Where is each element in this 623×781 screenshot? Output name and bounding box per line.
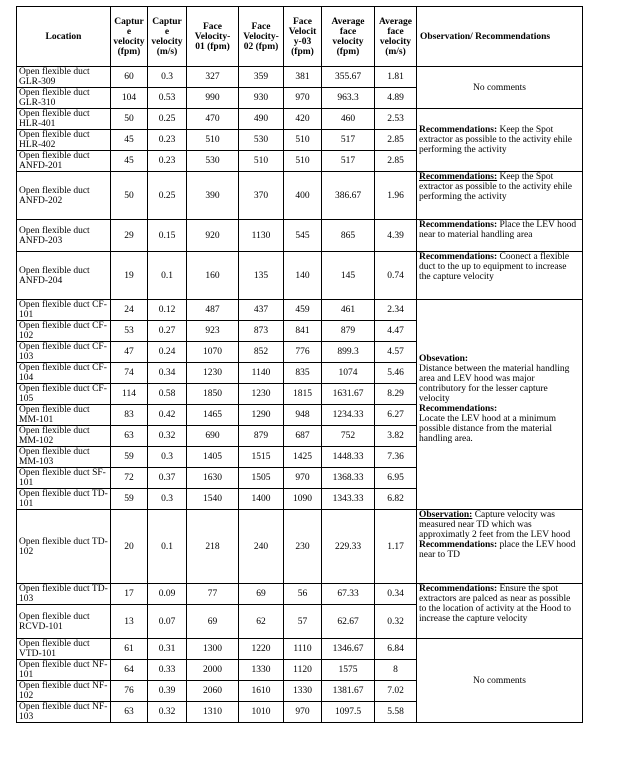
average-ms-cell: 0.34 (375, 584, 417, 605)
average-ms-cell: 0.32 (375, 605, 417, 639)
observation-no-comments: No comments (417, 639, 583, 723)
face-velocity-03-cell: 970 (284, 468, 322, 489)
face-velocity-03-cell: 381 (284, 67, 322, 88)
capture-ms-cell: 0.23 (148, 130, 187, 151)
capture-ms-cell: 0.42 (148, 405, 187, 426)
face-velocity-02-cell: 1130 (239, 220, 284, 252)
average-ms-cell: 2.53 (375, 109, 417, 130)
average-fpm-cell: 963.3 (322, 88, 375, 109)
capture-ms-cell: 0.25 (148, 109, 187, 130)
capture-ms-cell: 0.39 (148, 681, 187, 702)
capture-fpm-cell: 63 (111, 702, 148, 723)
header-average-fpm: Average face velocity (fpm) (322, 7, 375, 67)
face-velocity-01-cell: 390 (187, 172, 239, 220)
capture-fpm-cell: 53 (111, 321, 148, 342)
location-cell: Open flexible duct GLR-310 (17, 88, 111, 109)
face-velocity-02-cell: 1505 (239, 468, 284, 489)
location-cell: Open flexible duct CF-103 (17, 342, 111, 363)
average-ms-cell: 2.85 (375, 130, 417, 151)
average-fpm-cell: 1368.33 (322, 468, 375, 489)
face-velocity-02-cell: 135 (239, 252, 284, 300)
face-velocity-02-cell: 437 (239, 300, 284, 321)
location-cell: Open flexible duct ANFD-204 (17, 252, 111, 300)
observation-recommendation (417, 220, 583, 252)
face-velocity-01-cell: 923 (187, 321, 239, 342)
location-cell: Open flexible duct NF-103 (17, 702, 111, 723)
capture-ms-cell: 0.3 (148, 67, 187, 88)
table-row (17, 584, 583, 605)
average-fpm-cell: 1448.33 (322, 447, 375, 468)
location-cell: Open flexible duct ANFD-202 (17, 172, 111, 220)
location-cell: Open flexible duct SF-101 (17, 468, 111, 489)
recommendation-text: Coonect a flexible duct to the up to equipment to increase the capture velocity (419, 252, 570, 282)
average-fpm-cell: 1575 (322, 660, 375, 681)
table-row (17, 510, 583, 584)
location-cell: Open flexible duct ANFD-203 (17, 220, 111, 252)
average-ms-cell: 4.47 (375, 321, 417, 342)
capture-ms-cell: 0.3 (148, 447, 187, 468)
face-velocity-01-cell: 2060 (187, 681, 239, 702)
recommendation-text: Locate the LEV hood at a minimum possible distance from the material handling area. (419, 414, 557, 444)
average-ms-cell: 4.39 (375, 220, 417, 252)
recommendation-text: Ensure the spot extractors are palced as near as possible to the location of activity at the Hood to increase the capture velocity (419, 584, 571, 624)
table-row (17, 252, 583, 300)
location-cell: Open flexible duct TD-103 (17, 584, 111, 605)
face-velocity-02-cell: 490 (239, 109, 284, 130)
face-velocity-01-cell: 218 (187, 510, 239, 584)
capture-fpm-cell: 59 (111, 489, 148, 510)
face-velocity-02-cell: 510 (239, 151, 284, 172)
observation-label: Obsevation: (419, 354, 469, 364)
table-row (17, 300, 583, 321)
location-cell: Open flexible duct TD-101 (17, 489, 111, 510)
capture-fpm-cell: 83 (111, 405, 148, 426)
face-velocity-02-cell: 873 (239, 321, 284, 342)
average-fpm-cell: 1343.33 (322, 489, 375, 510)
face-velocity-03-cell: 420 (284, 109, 322, 130)
location-cell: Open flexible duct HLR-401 (17, 109, 111, 130)
capture-fpm-cell: 47 (111, 342, 148, 363)
capture-ms-cell: 0.32 (148, 702, 187, 723)
face-velocity-01-cell: 1300 (187, 639, 239, 660)
capture-ms-cell: 0.1 (148, 252, 187, 300)
recommendation-text: Keep the Spot extractor as possible to the activity ehile performing the activity (419, 125, 573, 155)
capture-fpm-cell: 29 (111, 220, 148, 252)
table-body (17, 67, 583, 723)
face-velocity-01-cell: 510 (187, 130, 239, 151)
face-velocity-02-cell: 1010 (239, 702, 284, 723)
face-velocity-03-cell: 1425 (284, 447, 322, 468)
recommendation-label: Recommendations: (419, 404, 498, 414)
face-velocity-03-cell: 841 (284, 321, 322, 342)
face-velocity-02-cell: 370 (239, 172, 284, 220)
capture-fpm-cell: 61 (111, 639, 148, 660)
capture-fpm-cell: 60 (111, 67, 148, 88)
capture-ms-cell: 0.31 (148, 639, 187, 660)
average-ms-cell: 3.82 (375, 426, 417, 447)
observation-no-comments: No comments (417, 67, 583, 109)
face-velocity-02-cell: 530 (239, 130, 284, 151)
face-velocity-02-cell: 1220 (239, 639, 284, 660)
face-velocity-03-cell: 510 (284, 151, 322, 172)
capture-fpm-cell: 24 (111, 300, 148, 321)
capture-ms-cell: 0.27 (148, 321, 187, 342)
location-cell: Open flexible duct NF-102 (17, 681, 111, 702)
recommendation-label: Recommendations: (419, 172, 498, 182)
face-velocity-03-cell: 776 (284, 342, 322, 363)
face-velocity-03-cell: 140 (284, 252, 322, 300)
face-velocity-03-cell: 835 (284, 363, 322, 384)
header-observation: Observation/ Recommendations (417, 7, 583, 67)
capture-ms-cell: 0.07 (148, 605, 187, 639)
face-velocity-02-cell: 240 (239, 510, 284, 584)
location-cell: Open flexible duct MM-102 (17, 426, 111, 447)
capture-fpm-cell: 13 (111, 605, 148, 639)
face-velocity-01-cell: 1405 (187, 447, 239, 468)
header-capture-fpm: Captur e velocity (fpm) (111, 7, 148, 67)
face-velocity-01-cell: 470 (187, 109, 239, 130)
table-row (17, 67, 583, 88)
face-velocity-01-cell: 1850 (187, 384, 239, 405)
capture-fpm-cell: 17 (111, 584, 148, 605)
face-velocity-01-cell: 1630 (187, 468, 239, 489)
capture-fpm-cell: 72 (111, 468, 148, 489)
average-ms-cell: 6.95 (375, 468, 417, 489)
face-velocity-02-cell: 852 (239, 342, 284, 363)
capture-fpm-cell: 45 (111, 130, 148, 151)
table-row (17, 109, 583, 130)
face-velocity-03-cell: 56 (284, 584, 322, 605)
face-velocity-03-cell: 687 (284, 426, 322, 447)
capture-fpm-cell: 76 (111, 681, 148, 702)
capture-ms-cell: 0.1 (148, 510, 187, 584)
observation-label: Observation: (419, 510, 473, 520)
capture-ms-cell: 0.15 (148, 220, 187, 252)
location-cell: Open flexible duct MM-101 (17, 405, 111, 426)
header-face-velocity-02: Face Velocity- 02 (fpm) (239, 7, 284, 67)
recommendation-label: Recommendations: (419, 125, 498, 135)
header-face-velocity-03: Face Velocit y-03 (fpm) (284, 7, 322, 67)
capture-fpm-cell: 114 (111, 384, 148, 405)
face-velocity-03-cell: 510 (284, 130, 322, 151)
header-capture-ms: Captur e velocity (m/s) (148, 7, 187, 67)
average-fpm-cell: 62.67 (322, 605, 375, 639)
face-velocity-01-cell: 487 (187, 300, 239, 321)
face-velocity-01-cell: 2000 (187, 660, 239, 681)
average-fpm-cell: 67.33 (322, 584, 375, 605)
face-velocity-03-cell: 459 (284, 300, 322, 321)
face-velocity-02-cell: 1610 (239, 681, 284, 702)
average-fpm-cell: 899.3 (322, 342, 375, 363)
average-ms-cell: 0.74 (375, 252, 417, 300)
face-velocity-02-cell: 1400 (239, 489, 284, 510)
observation-recommendation (417, 300, 583, 510)
face-velocity-03-cell: 1090 (284, 489, 322, 510)
face-velocity-03-cell: 1120 (284, 660, 322, 681)
capture-ms-cell: 0.58 (148, 384, 187, 405)
face-velocity-02-cell: 879 (239, 426, 284, 447)
average-ms-cell: 6.82 (375, 489, 417, 510)
table-row (17, 172, 583, 220)
capture-ms-cell: 0.09 (148, 584, 187, 605)
observation-recommendation (417, 510, 583, 584)
average-ms-cell: 8.29 (375, 384, 417, 405)
face-velocity-01-cell: 1465 (187, 405, 239, 426)
location-cell: Open flexible duct ANFD-201 (17, 151, 111, 172)
capture-ms-cell: 0.32 (148, 426, 187, 447)
capture-ms-cell: 0.34 (148, 363, 187, 384)
capture-ms-cell: 0.53 (148, 88, 187, 109)
average-ms-cell: 4.89 (375, 88, 417, 109)
recommendation-text: Place the LEV hood near to material handling area (419, 220, 577, 240)
face-velocity-01-cell: 69 (187, 605, 239, 639)
average-fpm-cell: 1097.5 (322, 702, 375, 723)
average-fpm-cell: 1631.67 (322, 384, 375, 405)
face-velocity-01-cell: 160 (187, 252, 239, 300)
capture-ms-cell: 0.12 (148, 300, 187, 321)
average-ms-cell: 2.85 (375, 151, 417, 172)
face-velocity-03-cell: 230 (284, 510, 322, 584)
face-velocity-table (16, 6, 583, 723)
capture-fpm-cell: 50 (111, 109, 148, 130)
average-ms-cell: 4.57 (375, 342, 417, 363)
average-fpm-cell: 752 (322, 426, 375, 447)
face-velocity-03-cell: 400 (284, 172, 322, 220)
observation-recommendation (417, 109, 583, 172)
face-velocity-01-cell: 690 (187, 426, 239, 447)
capture-fpm-cell: 64 (111, 660, 148, 681)
capture-fpm-cell: 50 (111, 172, 148, 220)
capture-ms-cell: 0.25 (148, 172, 187, 220)
capture-ms-cell: 0.24 (148, 342, 187, 363)
average-ms-cell: 1.96 (375, 172, 417, 220)
average-fpm-cell: 1074 (322, 363, 375, 384)
face-velocity-02-cell: 930 (239, 88, 284, 109)
average-ms-cell: 5.46 (375, 363, 417, 384)
face-velocity-01-cell: 920 (187, 220, 239, 252)
face-velocity-03-cell: 545 (284, 220, 322, 252)
average-fpm-cell: 1381.67 (322, 681, 375, 702)
face-velocity-03-cell: 970 (284, 702, 322, 723)
recommendation-label: Recommendations: (419, 252, 498, 262)
face-velocity-01-cell: 1540 (187, 489, 239, 510)
capture-ms-cell: 0.23 (148, 151, 187, 172)
observation-recommendation (417, 252, 583, 300)
average-fpm-cell: 517 (322, 130, 375, 151)
average-fpm-cell: 355.67 (322, 67, 375, 88)
face-velocity-02-cell: 1290 (239, 405, 284, 426)
observation-text: Distance between the material handling area and LEV hood was major contributory for the lesser capture velocity (419, 364, 570, 404)
average-fpm-cell: 517 (322, 151, 375, 172)
capture-fpm-cell: 59 (111, 447, 148, 468)
header-row (17, 7, 583, 67)
capture-fpm-cell: 74 (111, 363, 148, 384)
average-fpm-cell: 145 (322, 252, 375, 300)
recommendation-text: place the LEV hood near to TD (419, 540, 576, 560)
table-row (17, 639, 583, 660)
location-cell: Open flexible duct CF-105 (17, 384, 111, 405)
location-cell: Open flexible duct VTD-101 (17, 639, 111, 660)
location-cell: Open flexible duct RCVD-101 (17, 605, 111, 639)
average-ms-cell: 2.34 (375, 300, 417, 321)
average-ms-cell: 5.58 (375, 702, 417, 723)
location-cell: Open flexible duct NF-101 (17, 660, 111, 681)
average-ms-cell: 1.81 (375, 67, 417, 88)
face-velocity-02-cell: 1515 (239, 447, 284, 468)
average-ms-cell: 6.27 (375, 405, 417, 426)
face-velocity-02-cell: 1230 (239, 384, 284, 405)
average-fpm-cell: 461 (322, 300, 375, 321)
face-velocity-03-cell: 1815 (284, 384, 322, 405)
header-face-velocity-01: Face Velocity- 01 (fpm) (187, 7, 239, 67)
location-cell: Open flexible duct GLR-309 (17, 67, 111, 88)
average-fpm-cell: 879 (322, 321, 375, 342)
capture-fpm-cell: 104 (111, 88, 148, 109)
average-ms-cell: 7.02 (375, 681, 417, 702)
average-ms-cell: 6.84 (375, 639, 417, 660)
average-fpm-cell: 386.67 (322, 172, 375, 220)
location-cell: Open flexible duct CF-104 (17, 363, 111, 384)
capture-fpm-cell: 19 (111, 252, 148, 300)
capture-ms-cell: 0.33 (148, 660, 187, 681)
capture-fpm-cell: 63 (111, 426, 148, 447)
capture-ms-cell: 0.3 (148, 489, 187, 510)
capture-fpm-cell: 20 (111, 510, 148, 584)
average-fpm-cell: 460 (322, 109, 375, 130)
average-ms-cell: 1.17 (375, 510, 417, 584)
face-velocity-02-cell: 359 (239, 67, 284, 88)
average-fpm-cell: 865 (322, 220, 375, 252)
face-velocity-01-cell: 990 (187, 88, 239, 109)
face-velocity-01-cell: 1310 (187, 702, 239, 723)
face-velocity-01-cell: 1230 (187, 363, 239, 384)
average-ms-cell: 7.36 (375, 447, 417, 468)
location-cell: Open flexible duct TD-102 (17, 510, 111, 584)
capture-fpm-cell: 45 (111, 151, 148, 172)
recommendation-label: Recommendations: (419, 584, 498, 594)
observation-recommendation (417, 172, 583, 220)
face-velocity-01-cell: 77 (187, 584, 239, 605)
face-velocity-03-cell: 1110 (284, 639, 322, 660)
recommendation-label: Recommendations: (419, 540, 498, 550)
location-cell: Open flexible duct MM-103 (17, 447, 111, 468)
recommendation-label: Recommendations: (419, 220, 498, 230)
face-velocity-03-cell: 948 (284, 405, 322, 426)
face-velocity-03-cell: 57 (284, 605, 322, 639)
face-velocity-02-cell: 62 (239, 605, 284, 639)
average-ms-cell: 8 (375, 660, 417, 681)
face-velocity-01-cell: 1070 (187, 342, 239, 363)
table-row (17, 220, 583, 252)
face-velocity-02-cell: 1140 (239, 363, 284, 384)
recommendation-text: Keep the Spot extractor as possible to the activity ehile performing the activity (419, 172, 573, 202)
header-average-ms: Average face velocity (m/s) (375, 7, 417, 67)
location-cell: Open flexible duct HLR-402 (17, 130, 111, 151)
capture-ms-cell: 0.37 (148, 468, 187, 489)
location-cell: Open flexible duct CF-102 (17, 321, 111, 342)
header-location: Location (17, 7, 111, 67)
average-fpm-cell: 1234.33 (322, 405, 375, 426)
average-fpm-cell: 1346.67 (322, 639, 375, 660)
location-cell: Open flexible duct CF-101 (17, 300, 111, 321)
face-velocity-01-cell: 327 (187, 67, 239, 88)
face-velocity-02-cell: 69 (239, 584, 284, 605)
face-velocity-03-cell: 1330 (284, 681, 322, 702)
observation-recommendation (417, 584, 583, 639)
face-velocity-03-cell: 970 (284, 88, 322, 109)
average-fpm-cell: 229.33 (322, 510, 375, 584)
face-velocity-02-cell: 1330 (239, 660, 284, 681)
observation-text: Capture velocity was measured near TD which was approximatly 2 feet from the LEV hood (419, 510, 571, 540)
face-velocity-01-cell: 530 (187, 151, 239, 172)
